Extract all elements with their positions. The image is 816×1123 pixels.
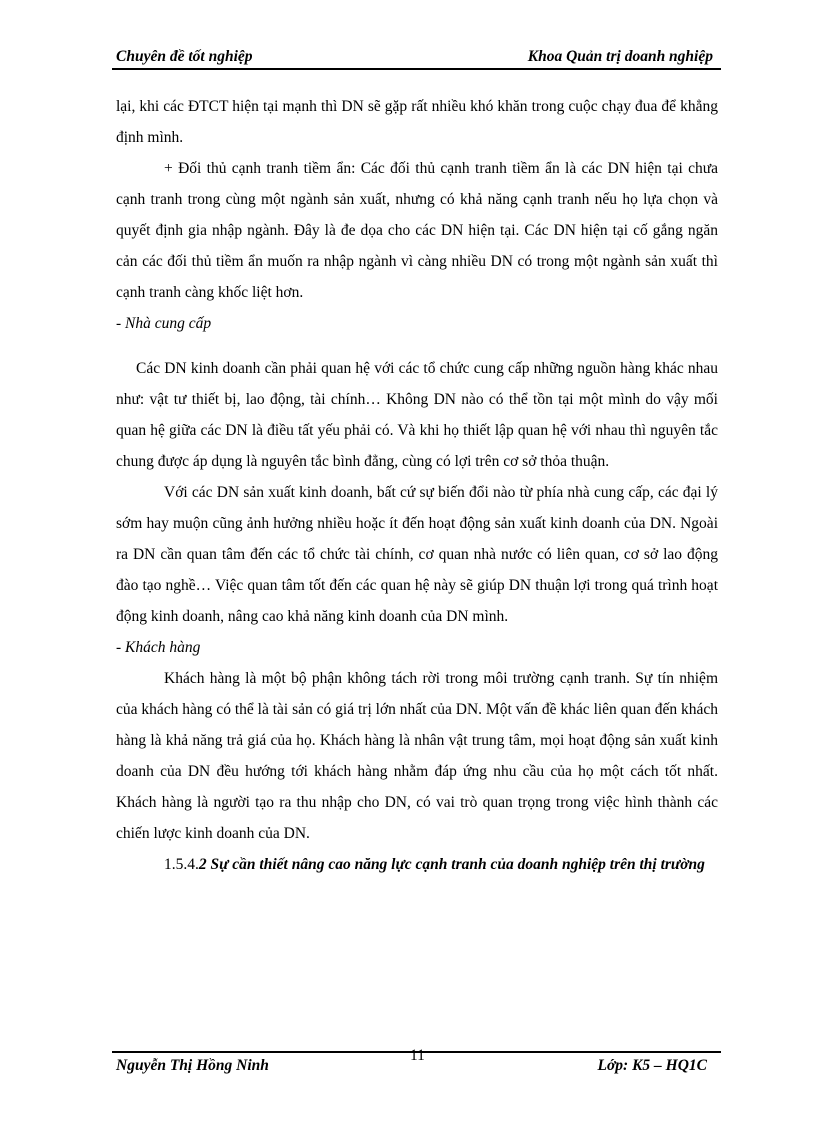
page-header [112,48,721,70]
document-body [116,91,718,880]
footer-author: Nguyễn Thị Hồng Ninh [116,1057,269,1074]
paragraph-continuation: lại, khi các ĐTCT hiện tại mạnh thì DN sẽ gặp rất nhiều khó khăn trong cuộc chạy đua để khẳng định mình. [116,98,718,146]
heading-suppliers: - Nhà cung cấp [116,315,212,332]
section-heading [116,849,718,880]
paragraph-suppliers-relations: Các DN kinh doanh cần phải quan hệ với các tổ chức cung cấp những nguồn hàng khác nhau như: vật tư thiết bị, lao động, tài chính… Không DN nào có thể tồn tại một mình do vậy mối quan hệ giữa các DN là điều tất yếu phải có. Và khi họ thiết lập quan hệ với nhau thì nguyên tắc chung được áp dụng là nguyên tắc bình đẳng, cùng có lợi trên cơ sở thỏa thuận. [116,360,718,470]
footer-class: Lớp: K5 – HQ1C [597,1057,707,1074]
heading-customers: - Khách hàng [116,639,201,656]
section-number: 1.5.4. [164,856,199,873]
footer-page-number: 11 [410,1047,425,1064]
section-title: 2 Sự cần thiết nâng cao năng lực cạnh tranh của doanh nghiệp trên thị trường [198,856,705,873]
paragraph-suppliers-impact: Với các DN sản xuất kinh doanh, bất cứ sự biến đổi nào từ phía nhà cung cấp, các đại lý sớm hay muộn cũng ảnh hưởng nhiều hoặc ít đến hoạt động sản xuất kinh doanh của DN. Ngoài ra DN cần quan tâm đến các tổ chức tài chính, cơ quan nhà nước có liên quan, cơ sở lao động đào tạo nghề… Việc quan tâm tốt đến các quan hệ này sẽ giúp DN thuận lợi trong quá trình hoạt động kinh doanh, nâng cao khả năng kinh doanh của DN mình. [116,484,718,625]
header-right-title: Khoa Quản trị doanh nghiệp [527,48,713,65]
header-left-title: Chuyên đề tốt nghiệp [116,48,253,65]
paragraph-customers: Khách hàng là một bộ phận không tách rời trong môi trường cạnh tranh. Sự tín nhiệm của khách hàng có thể là tài sản có giá trị lớn nhất của DN. Một vấn đề khác liên quan đến khách hàng là khả năng trả giá của họ. Khách hàng là nhân vật trung tâm, mọi hoạt động sản xuất kinh doanh của DN đều hướng tới khách hàng nhằm đáp ứng nhu cầu của họ một cách tốt nhất. Khách hàng là người tạo ra thu nhập cho DN, có vai trò quan trọng trong việc hình thành các chiến lược kinh doanh của DN. [116,670,718,842]
page-footer [112,1047,721,1077]
paragraph-potential-competitors: + Đối thủ cạnh tranh tiềm ẩn: Các đối thủ cạnh tranh tiềm ẩn là các DN hiện tại chưa cạnh tranh trong cùng một ngành sản xuất, nhưng có khả năng cạnh tranh nếu họ lựa chọn và quyết định gia nhập ngành. Đây là đe dọa cho các DN hiện tại. Các DN hiện tại cố gắng ngăn cản các đối thủ tiềm ẩn muốn ra nhập ngành vì càng nhiều DN có trong một ngành sản xuất thì cạnh tranh càng khốc liệt hơn. [116,160,718,301]
